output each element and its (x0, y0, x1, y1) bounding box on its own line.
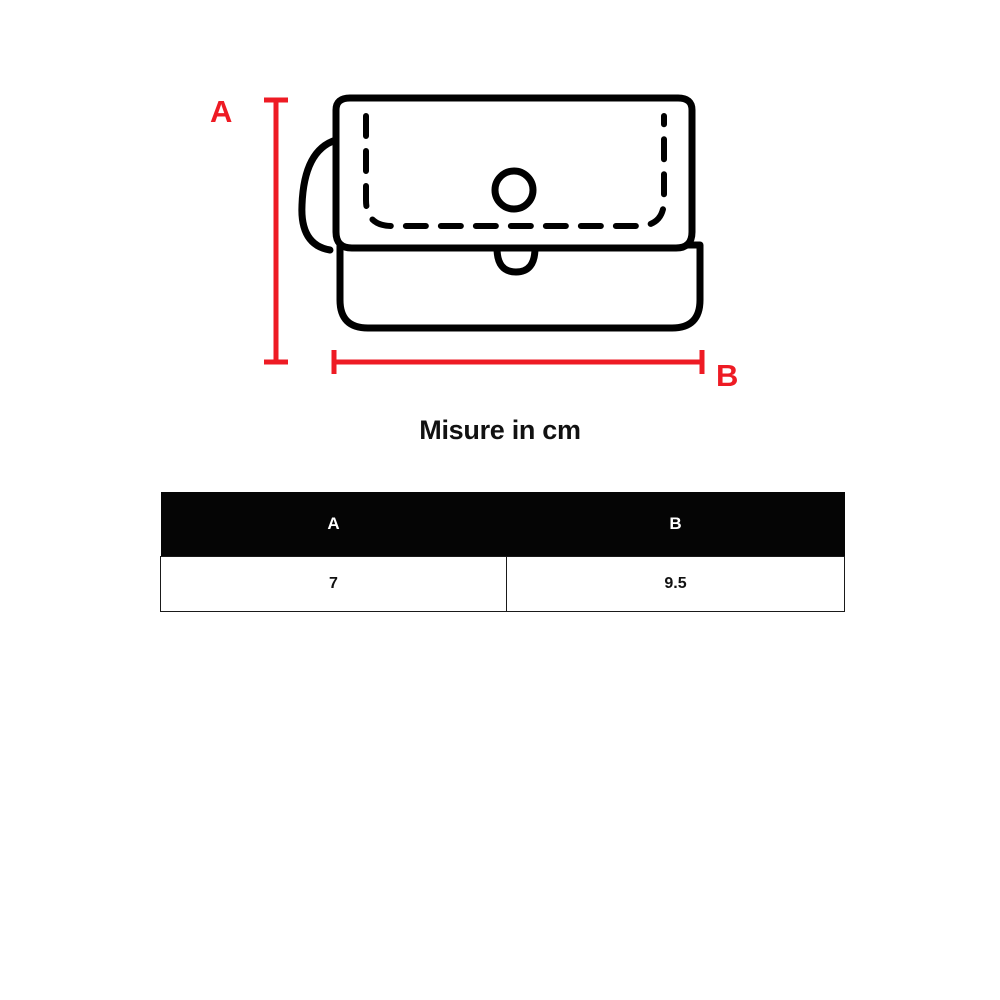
bag-outline (302, 98, 700, 328)
table-header-a: A (161, 492, 507, 557)
label-b: B (716, 358, 739, 393)
vertical-measure-arrow (264, 100, 288, 362)
table-cell-b: 9.5 (507, 557, 845, 612)
table-cell-a: 7 (161, 557, 507, 612)
table-header-b: B (507, 492, 845, 557)
measurement-caption: Misure in cm (419, 415, 581, 445)
table-row (161, 557, 845, 612)
label-a: A (210, 94, 233, 129)
table-header-row (161, 492, 845, 557)
size-table (160, 492, 845, 612)
product-measurement-diagram (0, 0, 1000, 470)
snap-button (495, 171, 533, 209)
horizontal-measure-arrow (334, 350, 702, 374)
